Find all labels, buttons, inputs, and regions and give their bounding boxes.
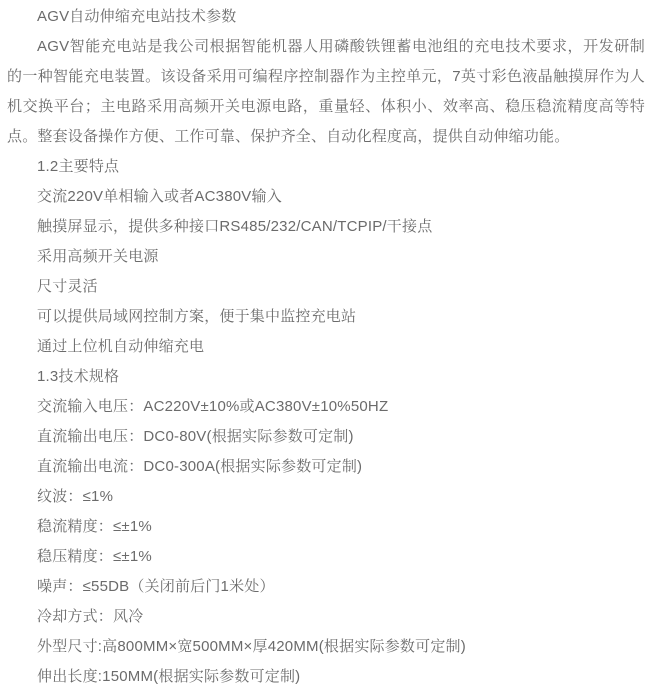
page-title: AGV自动伸缩充电站技术参数 — [37, 8, 237, 25]
spec-item: 冷却方式：风冷 — [37, 608, 144, 625]
spec-item: 交流输入电压：AC220V±10%或AC380V±10%50HZ — [37, 398, 389, 415]
spec-item: 纹波：≤1% — [37, 488, 114, 505]
spec-item: 外型尺寸:高800MM×宽500MM×厚420MM(根据实际参数可定制) — [37, 638, 466, 655]
feature-item: 触摸屏显示，提供多种接口RS485/232/CAN/TCPIP/干接点 — [37, 218, 433, 235]
section-heading-features: 1.2主要特点 — [37, 158, 120, 175]
spec-item: 噪声：≤55DB（关闭前后门1米处） — [37, 578, 275, 595]
feature-item: 交流220V单相输入或者AC380V输入 — [37, 188, 282, 205]
spec-item: 直流输出电压：DC0-80V(根据实际参数可定制) — [37, 428, 354, 445]
feature-item: 可以提供局域网控制方案，便于集中监控充电站 — [37, 308, 357, 325]
spec-item: 稳压精度：≤±1% — [37, 548, 152, 565]
spec-item: 伸出长度:150MM(根据实际参数可定制) — [37, 668, 301, 685]
spec-item: 稳流精度：≤±1% — [37, 518, 152, 535]
feature-item: 通过上位机自动伸缩充电 — [37, 338, 205, 355]
spec-item: 直流输出电流：DC0-300A(根据实际参数可定制) — [37, 458, 363, 475]
feature-item: 采用高频开关电源 — [37, 248, 159, 265]
feature-item: 尺寸灵活 — [37, 278, 98, 295]
intro-paragraph: AGV智能充电站是我公司根据智能机器人用磷酸铁锂蓄电池组的充电技术要求，开发研制的一种智能充电装置。该设备采用可编程序控制器作为主控单元，7英寸彩色液晶触摸屏作为人机交换平台；主电路采用高频开关电源电路，重量轻、体积小、效率高、稳压稳流精度高等特点。整套设备操作方便、工作可靠、保护齐全、自动化程度高，提供自动伸缩功能。 — [7, 38, 645, 145]
section-heading-specs: 1.3技术规格 — [37, 368, 120, 385]
